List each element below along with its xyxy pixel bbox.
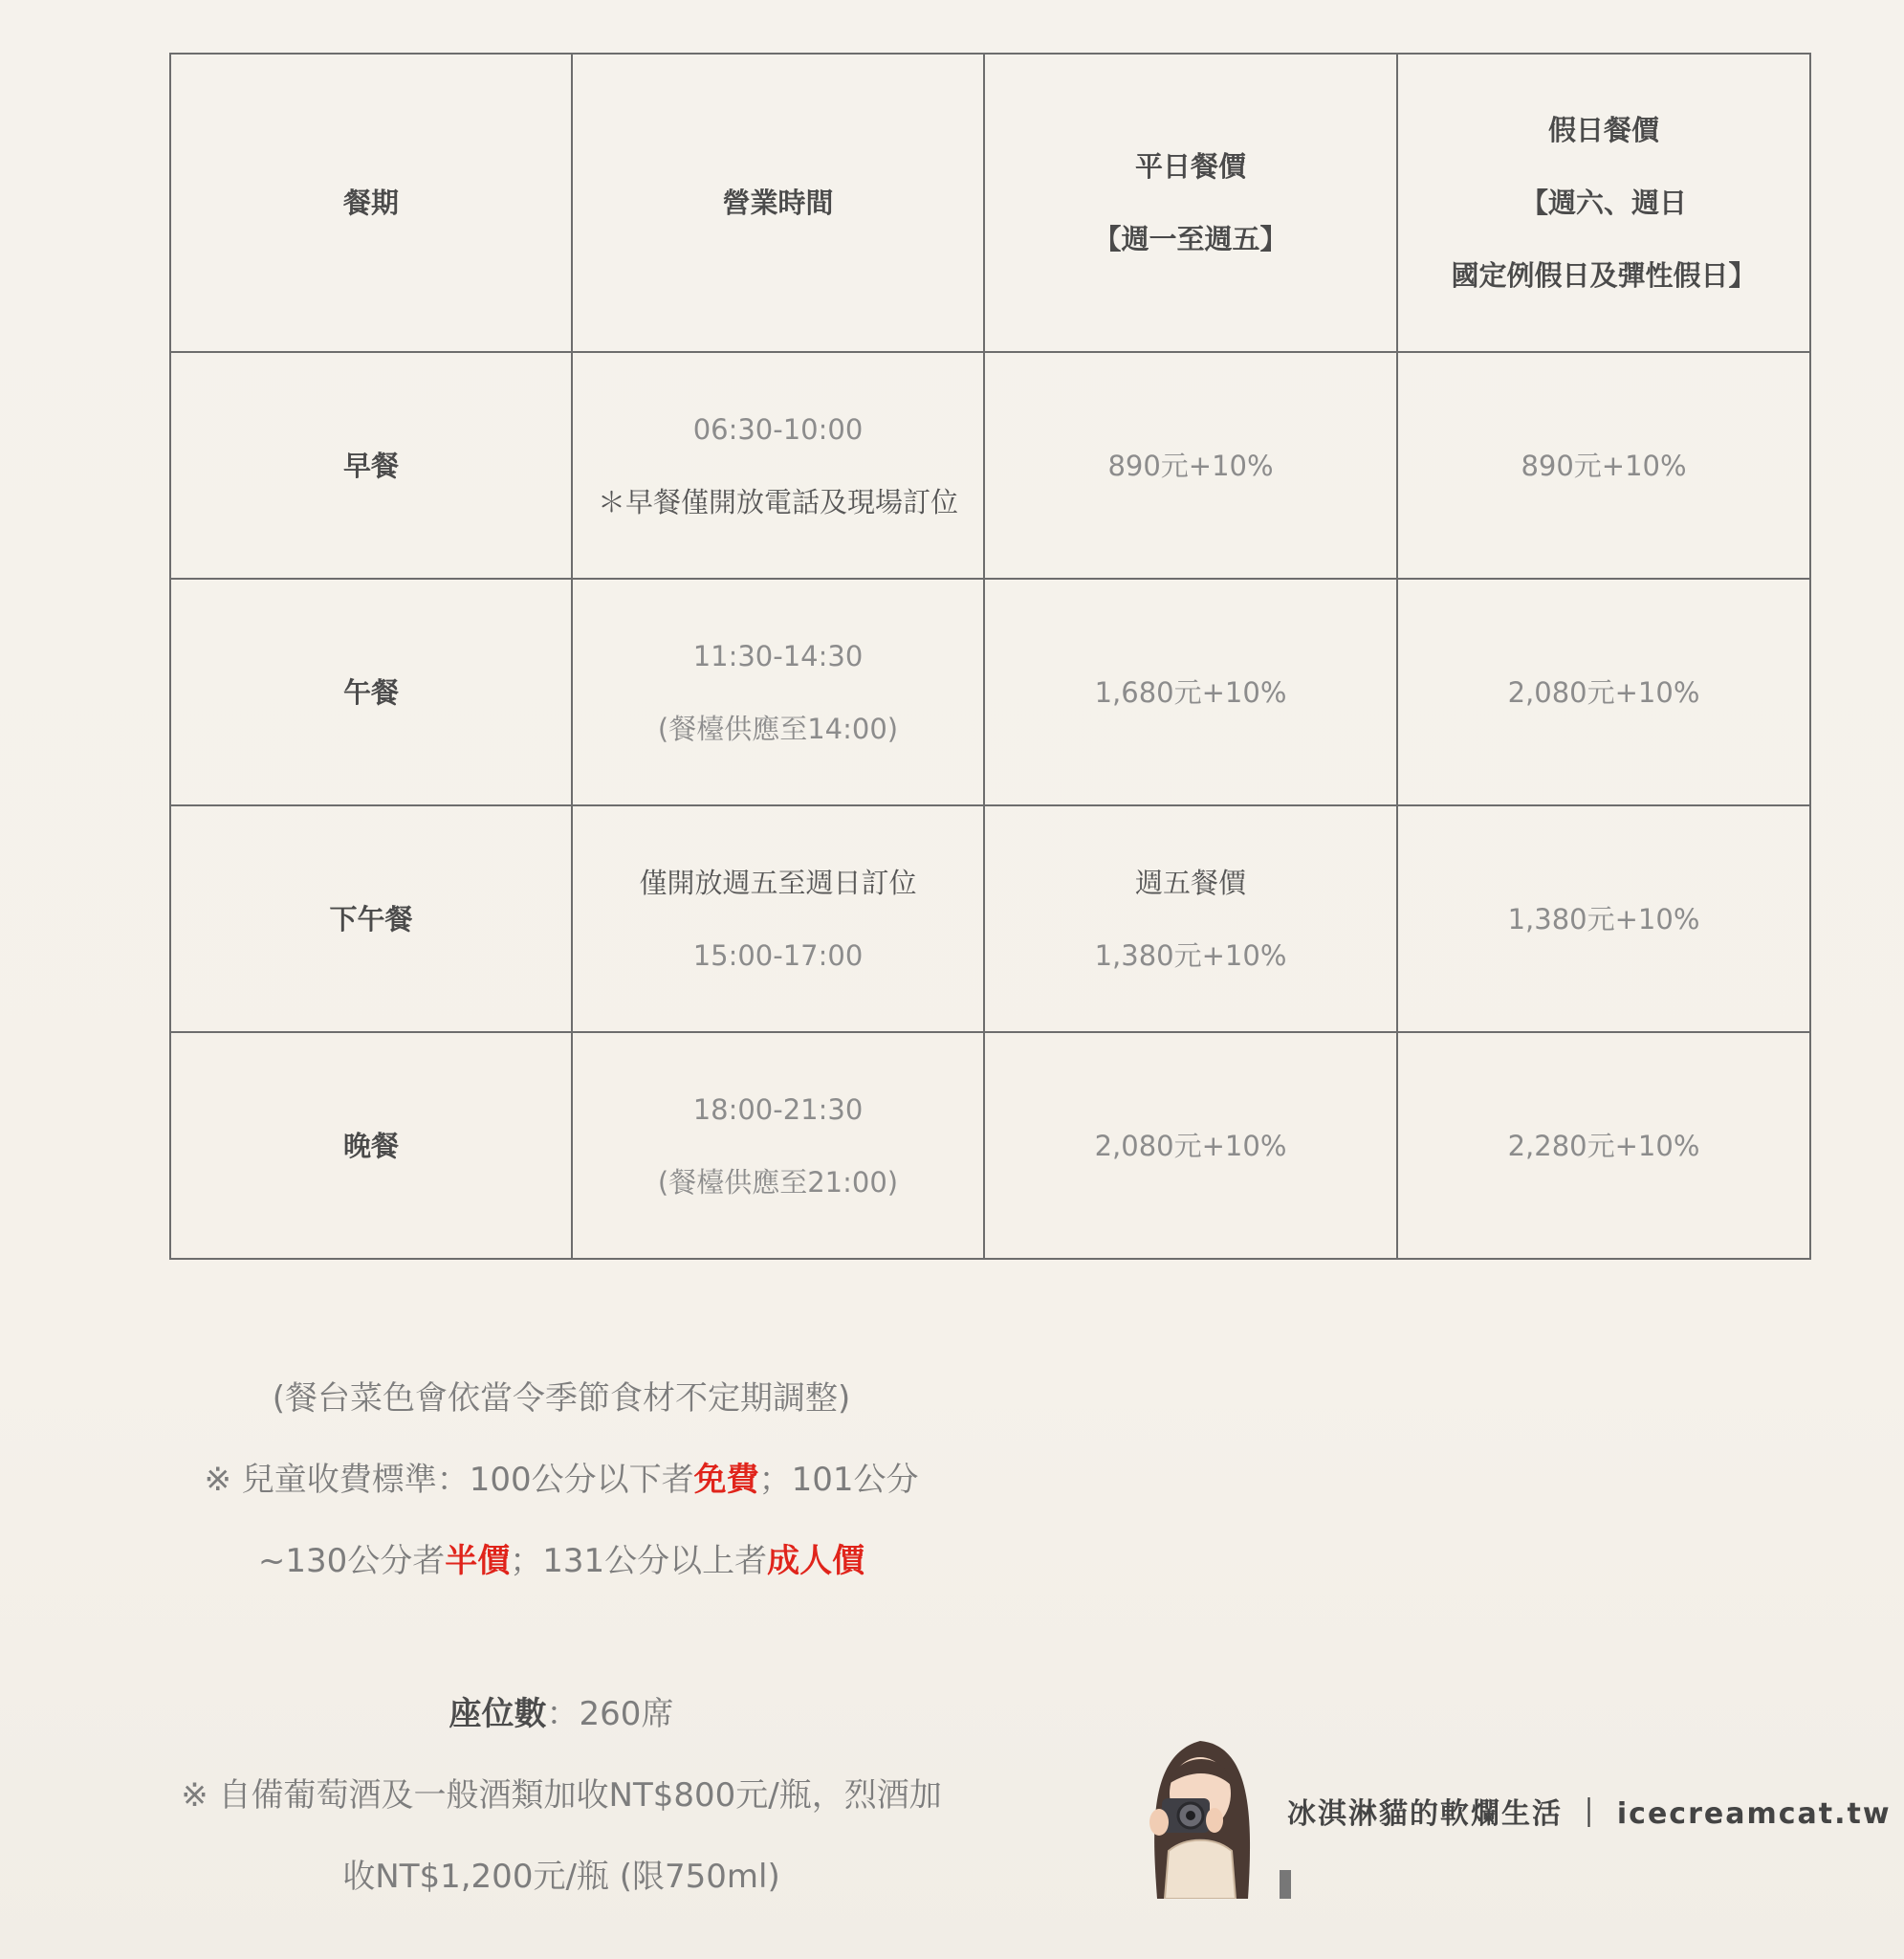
free-highlight: 免費 [693,1461,759,1499]
header-holiday: 假日餐價 【週六、週日 國定例假日及彈性假日】 [1397,54,1810,352]
holiday-price-cell: 1,380元+10% [1397,805,1810,1032]
table-row [170,352,1810,579]
weekday-price-cell: 週五餐價 1,380元+10% [984,805,1397,1032]
wine-note-line-2: 收NT$1,200元/瓶 (限750ml) [342,1858,780,1896]
table-row [170,579,1810,805]
wine-note-line-1: ※ 自備葡萄酒及一般酒類加收NT$800元/瓶，烈酒加 [181,1776,942,1815]
adult-price-highlight: 成人價 [767,1542,865,1580]
period-cell: 午餐 [170,579,572,805]
header-period: 餐期 [170,54,572,352]
woman-with-camera-illustration [1109,1717,1291,1899]
brand-text: 冰淇淋貓的軟爛生活 ｜ icecreamcat.tw [1287,1797,1892,1831]
half-price-highlight: 半價 [445,1542,511,1580]
notes-section [169,1358,953,1918]
header-hours: 營業時間 [572,54,984,352]
period-cell: 早餐 [170,352,572,579]
weekday-price-cell: 2,080元+10% [984,1032,1397,1259]
period-cell: 晚餐 [170,1032,572,1259]
hours-cell: 11:30-14:30 (餐檯供應至14:00) [572,579,984,805]
menu-note: (餐台菜色會依當令季節食材不定期調整) [272,1379,851,1418]
header-weekday: 平日餐價 【週一至週五】 [984,54,1397,352]
table-row [170,805,1810,1032]
weekday-price-cell: 890元+10% [984,352,1397,579]
child-fee-line-1: ※ 兒童收費標準：100公分以下者免費；101公分 [204,1461,919,1499]
seat-count: 座位數：260席 [449,1695,674,1733]
hours-cell: 18:00-21:30 (餐檯供應至21:00) [572,1032,984,1259]
hours-cell: 06:30-10:00 ＊早餐僅開放電話及現場訂位 [572,352,984,579]
weekday-price-cell: 1,680元+10% [984,579,1397,805]
holiday-price-cell: 2,080元+10% [1397,579,1810,805]
hours-cell: 僅開放週五至週日訂位 15:00-17:00 [572,805,984,1032]
period-cell: 下午餐 [170,805,572,1032]
holiday-price-cell: 890元+10% [1397,352,1810,579]
table-header-row [170,54,1810,352]
table-row [170,1032,1810,1259]
price-table [169,53,1811,1260]
brand-watermark [1109,1717,1892,1899]
child-fee-line-2: ~130公分者半價；131公分以上者成人價 [257,1542,865,1580]
holiday-price-cell: 2,280元+10% [1397,1032,1810,1259]
